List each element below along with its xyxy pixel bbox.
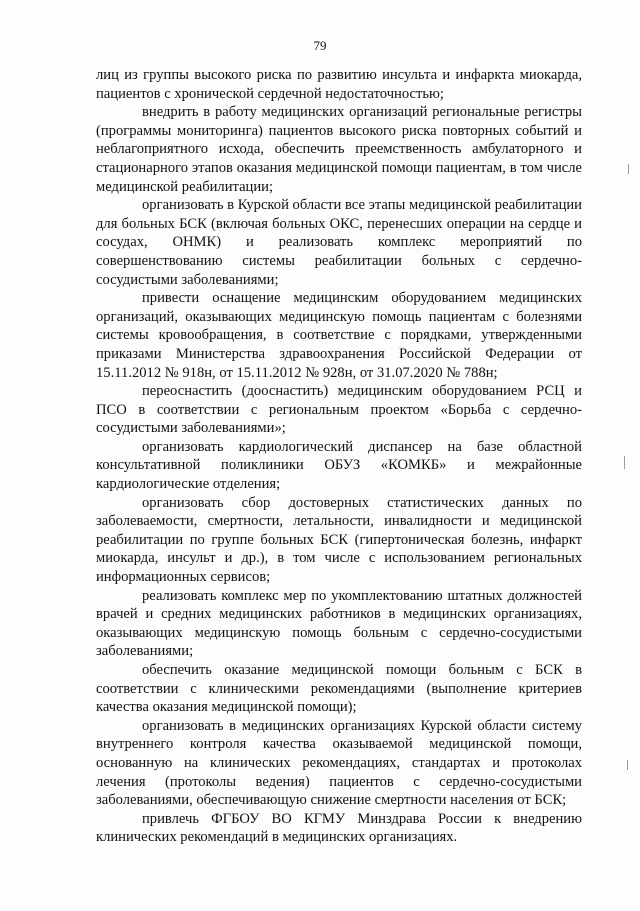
paragraph-clinical-guidelines: обеспечить оказание медицинской помощи больным с БСК в соответствии с клиническими рекомендациями (выполнение критериев качества оказания медицинской помощи); <box>96 662 582 716</box>
paragraph-reequip-rsc-pso: переоснастить (дооснастить) медицинским оборудованием РСЦ и ПСО в соответствии с региональным проектом «Борьба с сердечно-сосудистыми заболеваниями»; <box>96 383 582 437</box>
paragraph-regional-registries: внедрить в работу медицинских организаций региональные регистры (программы мониторинга) пациентов высокого риска повторных событий и неблагоприятного исхода, обеспечить преемственность амбулаторного и стационарного этапов оказания медицинской помощи пациентам, в том числе медицинской реабилитации; <box>96 104 582 195</box>
paragraph-staffing: реализовать комплекс мер по укомплектованию штатных должностей врачей и средних медицинских работников в медицинских организациях, оказывающих медицинскую помощь больным с сердечно-сосудистыми заболеваниями; <box>96 587 582 660</box>
paragraph-quality-control: организовать в медицинских организациях Курской области систему внутреннего контроля качества оказываемой медицинской помощи, основанную на клинических рекомендациях, стандартах и протоколах лечения (протоколы ведения) пациентов с сердечно-сосудистыми заболеваниями, обеспечивающую снижение смертности населения от БСК; <box>96 717 582 809</box>
paragraph-continuation: лиц из группы высокого риска по развитию инсульта и инфаркта миокарда, пациентов с хронической сердечной недостаточностью; <box>96 67 582 102</box>
paragraph-university-involvement: привлечь ФГБОУ ВО КГМУ Минздрава России к внедрению клинических рекомендаций в медицинских организациях. <box>96 810 582 846</box>
document-body <box>96 66 582 847</box>
paragraph-equipment: привести оснащение медицинским оборудованием медицинских организаций, оказывающих медицинскую помощь пациентам с болезнями системы кровообращения, в соответствие с порядками, утвержденными приказами Министерства здравоохранения Российской Федерации от 15.11.2012 № 918н, от 15.11.2012 № 928н, от 31.07.2020 № 788н; <box>96 290 582 381</box>
paragraph-rehabilitation-stages: организовать в Курской области все этапы медицинской реабилитации для больных БСК (включая больных ОКС, перенесших операции на сердце и сосудах, ОНМК) и реализовать комплекс мероприятий по совершенствованию системы реабилитации больных с сердечно-сосудистыми заболеваниями; <box>96 197 582 288</box>
paragraph-statistics: организовать сбор достоверных статистических данных по заболеваемости, смертности, летальности, инвалидности и медицинской реабилитации по группе больных БСК (гипертоническая болезнь, инфаркт миокарда, инсульт и др.), в том числе с использованием региональных информационных сервисов; <box>96 494 582 586</box>
scan-artifact-mark <box>628 164 629 174</box>
scan-artifact-mark <box>624 456 625 469</box>
scan-artifact-mark <box>627 760 628 770</box>
paragraph-cardiology-dispensary: организовать кардиологический диспансер на базе областной консультативной поликлиники ОБУЗ «КОМКБ» и межрайонные кардиологические отделения; <box>96 438 582 493</box>
page-number: 79 <box>313 38 327 53</box>
